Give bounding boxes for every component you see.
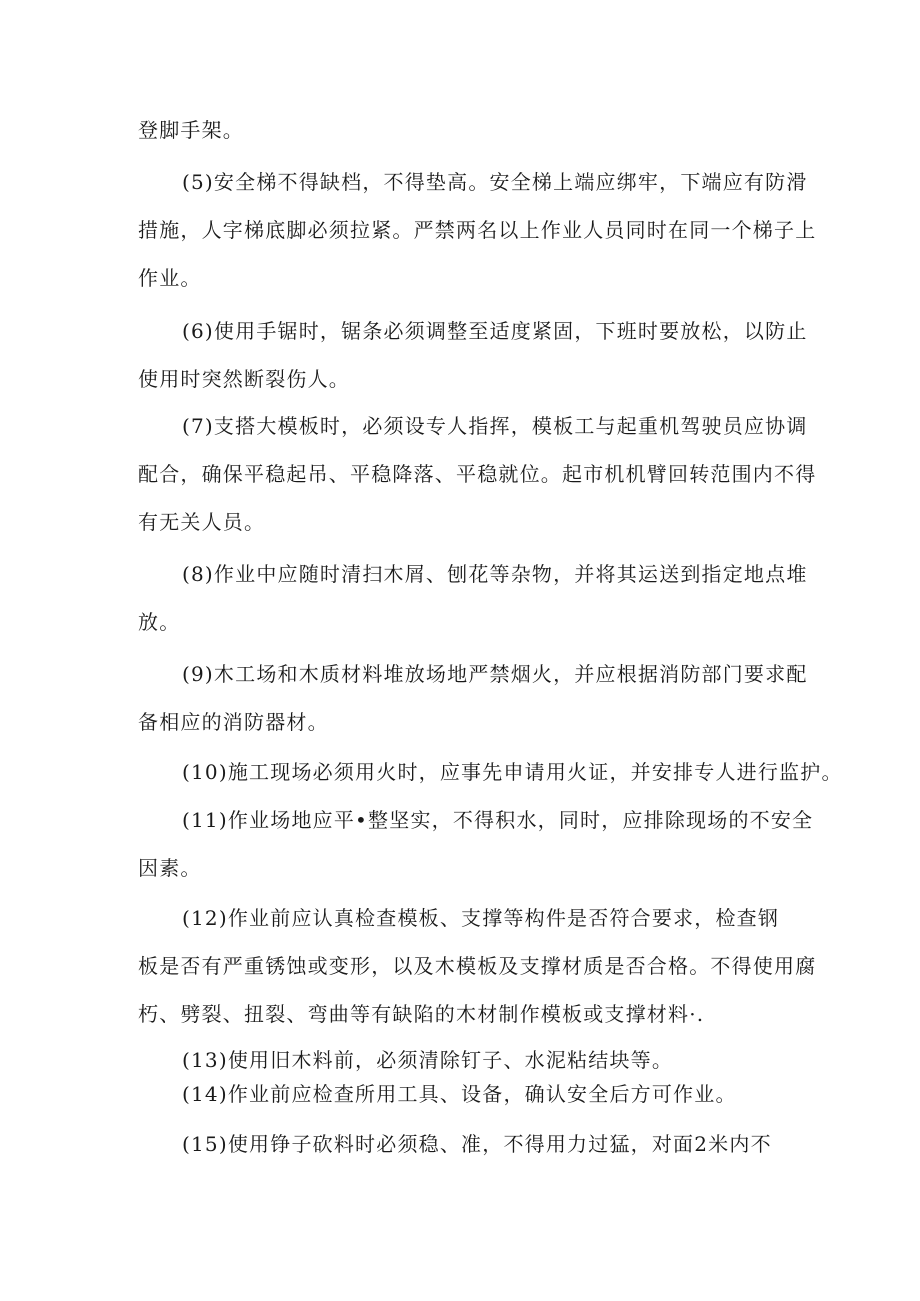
text-line: (14)作业前应检查所用工具、设备，确认安全后方可作业。 (182, 1082, 737, 1106)
text-line: 配合，确保平稳起吊、平稳降落、平稳就位。起市机机臂回转范围内不得 (138, 462, 817, 486)
text-line: 作业。 (138, 266, 202, 290)
text-line: (9)木工场和木质材料堆放场地严禁烟火，并应根据消防部门要求配 (182, 662, 808, 686)
text-line: 板是否有严重锈蚀或变形，以及木模板及支撑材质是否合格。不得使用腐 (138, 954, 817, 978)
text-line: 使用时突然断裂伤人。 (138, 367, 350, 391)
text-line: 因素。 (138, 856, 202, 880)
text-line: (11)作业场地应平•整坚实，不得积水，同时，应排除现场的不安全 (182, 808, 814, 832)
text-line: (13)使用旧木料前，必须清除钉子、水泥粘结块等。 (182, 1048, 674, 1072)
text-line: (12)作业前应认真检查模板、支撑等构件是否符合要求，检查钢 (182, 906, 780, 930)
text-line: 放。 (138, 610, 181, 634)
text-line: (15)使用铮子砍料时必须稳、准，不得用力过猛，对面2米内不 (182, 1132, 772, 1156)
text-line: 登脚手架。 (138, 118, 244, 142)
text-line: (6)使用手锯时，锯条必须调整至适度紧固，下班时要放松，以防止 (182, 319, 808, 343)
text-line: (7)支搭大模板时，必须设专人指挥，模板工与起重机驾驶员应协调 (182, 414, 808, 438)
text-line: (10)施工现场必须用火时，应事先申请用火证，并安排专人进行监护。 (182, 760, 843, 784)
text-line: (5)安全梯不得缺档，不得垫高。安全梯上端应绑牢，下端应有防滑 (182, 170, 808, 194)
text-line: 有无关人员。 (138, 510, 266, 534)
text-line: 措施，人字梯底脚必须拉紧。严禁两名以上作业人员同时在同一个梯子上 (138, 218, 817, 242)
text-line: (8)作业中应随时清扫木屑、刨花等杂物，并将其运送到指定地点堆 (182, 562, 808, 586)
text-line: 备相应的消防器材。 (138, 710, 329, 734)
text-line: 朽、劈裂、扭裂、弯曲等有缺陷的木材制作模板或支撑材料·. (138, 1002, 705, 1026)
